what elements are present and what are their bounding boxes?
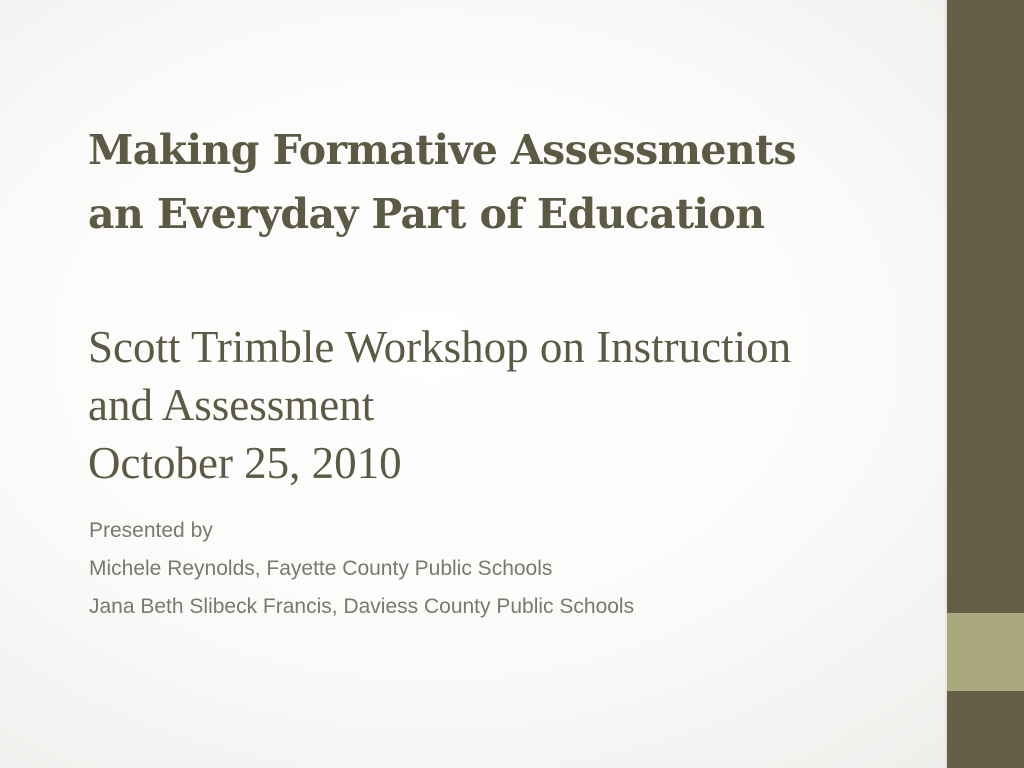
presenter-1: Michele Reynolds, Fayette County Public Schools (89, 557, 553, 580)
slide-title (88, 118, 944, 246)
presenters (89, 512, 929, 626)
subtitle-line-1: Scott Trimble Workshop on Instruction (88, 322, 792, 372)
slide-subtitle (88, 318, 968, 492)
title-line-2: an Everyday Part of Education (88, 190, 765, 238)
sidebar-accent-block (947, 613, 1024, 691)
subtitle-line-2: and Assessment (88, 380, 375, 430)
subtitle-date: October 25, 2010 (88, 438, 402, 488)
presenter-2: Jana Beth Slibeck Francis, Daviess County Public Schools (89, 595, 635, 618)
presented-by-label: Presented by (89, 519, 213, 542)
title-line-1: Making Formative Assessments (88, 126, 796, 174)
